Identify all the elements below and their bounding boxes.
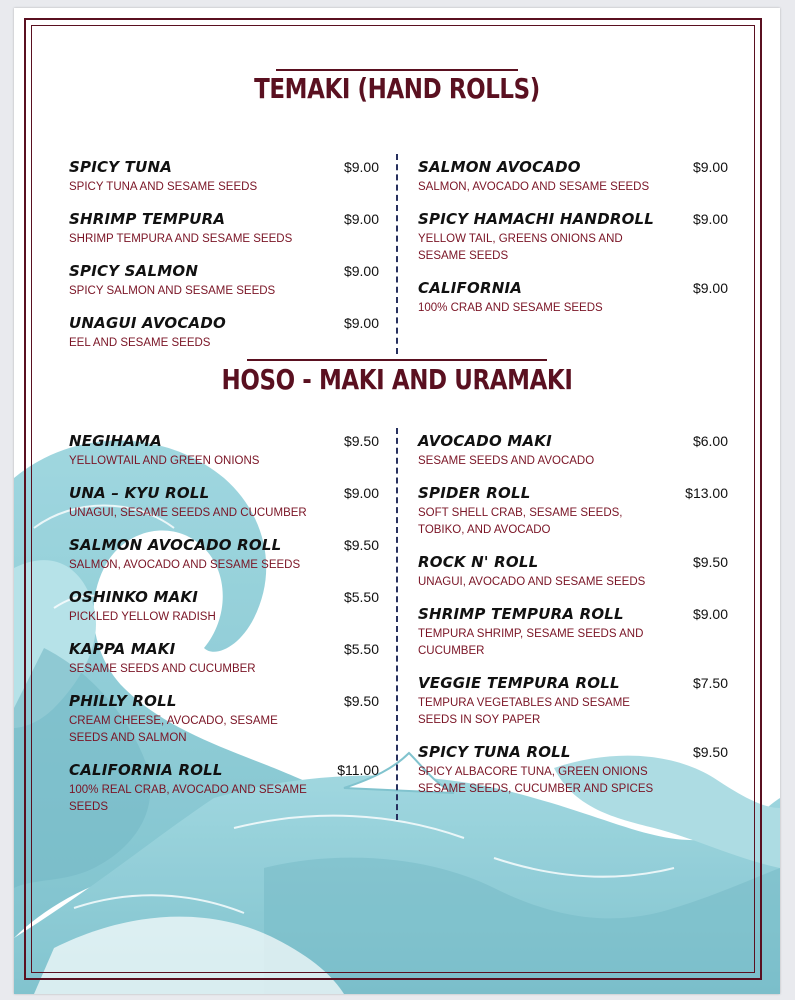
item-description: SPICY SALMON AND SESAME SEEDS: [69, 285, 276, 297]
section-title-rule: [247, 359, 547, 361]
section-title-rule: [276, 69, 518, 71]
item-name: UNA – KYU ROLL: [69, 484, 210, 502]
menu-item: [418, 210, 728, 265]
item-price: $9.50: [343, 537, 379, 553]
menu-item: [69, 432, 379, 470]
item-name: UNAGUI AVOCADO: [69, 314, 226, 332]
item-description: 100% CRAB AND SESAME SEEDS: [418, 302, 603, 314]
item-price: $9.00: [692, 606, 728, 622]
item-description: TEMPURA VEGETABLES AND SESAME SEEDS IN SOY PAPER: [418, 697, 630, 726]
item-name: SALMON AVOCADO: [418, 158, 581, 176]
item-name: AVOCADO MAKI: [418, 432, 552, 450]
item-description: EEL AND SESAME SEEDS: [69, 337, 211, 349]
menu-item: [418, 158, 728, 196]
menu-item: [418, 605, 728, 660]
item-description: UNAGUI, AVOCADO AND SESAME SEEDS: [418, 576, 646, 588]
menu-item: [69, 484, 379, 522]
item-name: SPICY TUNA ROLL: [418, 743, 571, 761]
item-description: TEMPURA SHRIMP, SESAME SEEDS AND CUCUMBER: [418, 628, 644, 657]
item-name: SPIDER ROLL: [418, 484, 531, 502]
item-price: $9.50: [692, 744, 728, 760]
item-name: SHRIMP TEMPURA ROLL: [418, 605, 624, 623]
item-price: $5.50: [343, 589, 379, 605]
menu-item: [69, 262, 379, 300]
item-name: CALIFORNIA: [418, 279, 523, 297]
menu-item: [418, 743, 728, 798]
item-description: SPICY TUNA AND SESAME SEEDS: [69, 181, 258, 193]
item-description: SESAME SEEDS AND CUCUMBER: [69, 663, 256, 675]
maki-left-column: [69, 432, 379, 830]
menu-page: [14, 8, 780, 994]
item-description: SALMON, AVOCADO AND SESAME SEEDS: [418, 181, 650, 193]
menu-item: [418, 674, 728, 729]
column-divider: [396, 428, 398, 820]
menu-item: [69, 314, 379, 352]
item-name: KAPPA MAKI: [69, 640, 176, 658]
item-price: $5.50: [343, 641, 379, 657]
item-price: $9.00: [343, 315, 379, 331]
menu-item: [69, 761, 379, 816]
item-description: 100% REAL CRAB, AVOCADO AND SESAME SEEDS: [69, 784, 307, 813]
item-description: SALMON, AVOCADO AND SESAME SEEDS: [69, 559, 301, 571]
item-price: $6.00: [692, 433, 728, 449]
menu-item: [69, 536, 379, 574]
item-price: $9.00: [343, 485, 379, 501]
menu-item: [418, 279, 728, 317]
item-description: CREAM CHEESE, AVOCADO, SESAME SEEDS AND SALMON: [69, 715, 278, 744]
temaki-left-column: [69, 158, 379, 366]
item-price: $9.50: [692, 554, 728, 570]
item-price: $7.50: [692, 675, 728, 691]
item-name: SPICY TUNA: [69, 158, 173, 176]
item-description: UNAGUI, SESAME SEEDS AND CUCUMBER: [69, 507, 307, 519]
item-description: PICKLED YELLOW RADISH: [69, 611, 216, 623]
item-price: $9.00: [692, 211, 728, 227]
item-description: SPICY ALBACORE TUNA, GREEN ONIONS SESAME SEEDS, CUCUMBER AND SPICES: [418, 766, 654, 795]
item-price: $9.00: [692, 159, 728, 175]
item-description: YELLOW TAIL, GREENS ONIONS AND SESAME SEEDS: [418, 233, 623, 262]
item-name: SHRIMP TEMPURA: [69, 210, 226, 228]
item-name: SPICY SALMON: [69, 262, 199, 280]
temaki-right-column: [418, 158, 728, 331]
item-description: SOFT SHELL CRAB, SESAME SEEDS, TOBIKO, AND AVOCADO: [418, 507, 623, 536]
menu-item: [418, 553, 728, 591]
item-name: VEGGIE TEMPURA ROLL: [418, 674, 620, 692]
maki-right-column: [418, 432, 728, 812]
menu-item: [69, 692, 379, 747]
item-description: SESAME SEEDS AND AVOCADO: [418, 455, 595, 467]
section-title-hoso-maki: HOSO - MAKI AND URAMAKI: [221, 363, 573, 396]
section-title-temaki: TEMAKI (HAND ROLLS): [254, 72, 540, 105]
item-name: CALIFORNIA ROLL: [69, 761, 223, 779]
item-description: SHRIMP TEMPURA AND SESAME SEEDS: [69, 233, 293, 245]
item-price: $11.00: [337, 762, 379, 778]
item-name: SALMON AVOCADO ROLL: [69, 536, 282, 554]
menu-item: [69, 210, 379, 248]
item-name: OSHINKO MAKI: [69, 588, 199, 606]
menu-item: [69, 640, 379, 678]
item-name: SPICY HAMACHI HANDROLL: [418, 210, 655, 228]
menu-item: [418, 484, 728, 539]
item-price: $9.50: [343, 693, 379, 709]
menu-item: [418, 432, 728, 470]
column-divider: [396, 154, 398, 354]
item-price: $9.50: [343, 433, 379, 449]
item-price: $9.00: [343, 211, 379, 227]
item-name: NEGIHAMA: [69, 432, 162, 450]
item-name: PHILLY ROLL: [69, 692, 177, 710]
item-price: $9.00: [343, 159, 379, 175]
item-price: $9.00: [692, 280, 728, 296]
item-name: ROCK N' ROLL: [418, 553, 539, 571]
item-price: $9.00: [343, 263, 379, 279]
menu-item: [69, 588, 379, 626]
item-description: YELLOWTAIL AND GREEN ONIONS: [69, 455, 260, 467]
item-price: $13.00: [685, 485, 728, 501]
menu-item: [69, 158, 379, 196]
